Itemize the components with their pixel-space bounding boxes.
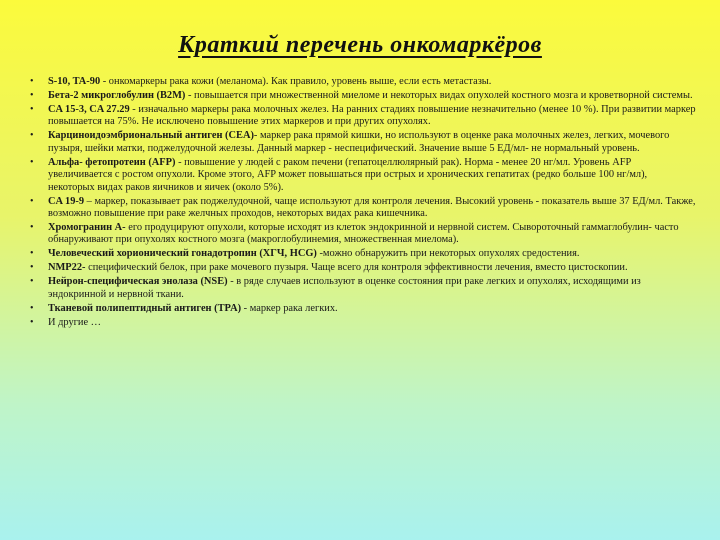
item-text: - маркер рака легких. [241, 302, 338, 314]
list-item [28, 222, 696, 247]
bullet-icon: • [30, 76, 34, 87]
item-term: Нейрон-специфическая энолаза (NSE) [48, 276, 228, 288]
item-text: специфический белок, при раке мочевого пузыря. Чаще всего для контроля эффективности лечения, вместо цистоскопии. [85, 262, 628, 274]
item-text: - повышение у людей с раком печени (гепатоцеллюлярный рак). Норма - менее 20 нг/мл. Уровень AFP увеличивается с ростом опухоли. Кроме этого, AFP может повышаться при острых и хронических гепатитах (редко больше 100 нг/мл), некоторых видах раков яичников и яичек (около 5%). [48, 156, 648, 193]
item-term: Бета-2 микроглобулин (B2M) [48, 90, 186, 101]
list-item [28, 157, 696, 194]
list-item [28, 248, 696, 260]
item-text: его продуцируют опухоли, которые исходят из клеток эндокринной и нервной систем. Сывороточный гаммаглобулин- часто обнаруживают при опухолях костного мозга (макроглобулинемия, множественная миелома). [48, 222, 679, 246]
list-item [28, 303, 696, 315]
bullet-icon: • [30, 276, 34, 288]
bullet-icon: • [30, 130, 34, 142]
item-text: – маркер, показывает рак поджелудочной, чаще используют для контроля лечения. Высокий уровень - показатель выше 37 ЕД/мл. Также, возможно повышение при раке желчных проходов, некоторых видах рака кишечника. [48, 195, 696, 220]
item-text: - онкомаркеры рака кожи (меланома). Как правило, уровень выше, если есть метастазы. [100, 76, 492, 87]
bullet-icon: • [30, 195, 34, 207]
bullet-icon: • [30, 248, 34, 260]
item-term: CA 15-3, CA 27.29 [48, 104, 130, 115]
list-item [28, 276, 696, 301]
page-title: Краткий перечень онкомаркёров [178, 32, 542, 58]
bullet-icon: • [30, 104, 34, 115]
list-item [28, 262, 696, 274]
item-term: S-10, TA-90 [48, 76, 101, 87]
bullet-icon: • [30, 156, 34, 168]
bullet-icon: • [30, 222, 34, 234]
bullet-icon: • [30, 262, 34, 274]
bullet-icon: • [30, 302, 34, 314]
marker-list [28, 76, 696, 331]
item-term: Хромогранин А- [48, 222, 126, 234]
item-text: И другие … [48, 316, 102, 328]
list-item [28, 130, 696, 155]
item-term: Человеческий хорионический гонадотропин (ХГЧ, HCG) [48, 248, 317, 260]
item-term: CA 19-9 [48, 195, 85, 207]
item-text: -можно обнаружить при некоторых опухолях средостения. [316, 248, 580, 260]
bullet-icon: • [30, 316, 34, 328]
item-term: Альфа- фетопротеин (AFP) [48, 156, 176, 168]
item-term: Тканевой полипептидный антиген (TPA) [48, 302, 242, 314]
list-item [28, 76, 696, 88]
list-item [28, 196, 696, 221]
list-item [28, 104, 696, 129]
list-item [28, 90, 696, 102]
item-text: - изначально маркеры рака молочных желез. На ранних стадиях повышение незначительно (менее 10 %). При развитии маркер повышается на 75%. Не исключено повышение этих маркеров и при других опухолях. [48, 104, 696, 128]
list-item [28, 317, 696, 329]
item-text: - повышается при множественной миеломе и некоторых видах опухолей костного мозга и кроветворной системы. [185, 90, 693, 101]
item-text: - в ряде случаев используют в оценке состояния при раке легких и опухолях, исходящими из эндокринной и нервной ткани. [48, 276, 641, 300]
item-term: NMP22- [48, 262, 86, 274]
bullet-icon: • [30, 90, 34, 101]
item-text: - маркер рака прямой кишки, но используют в оценке рака молочных желез, легких, мочевого пузыря, шейки матки, поджелудочной железы. Данный маркер - неспецифический. Значение выше 5 ЕД/мл- не нормальный уровень. [48, 130, 670, 154]
item-term: Карциноидоэмбриональный антиген (CEA) [48, 130, 254, 142]
